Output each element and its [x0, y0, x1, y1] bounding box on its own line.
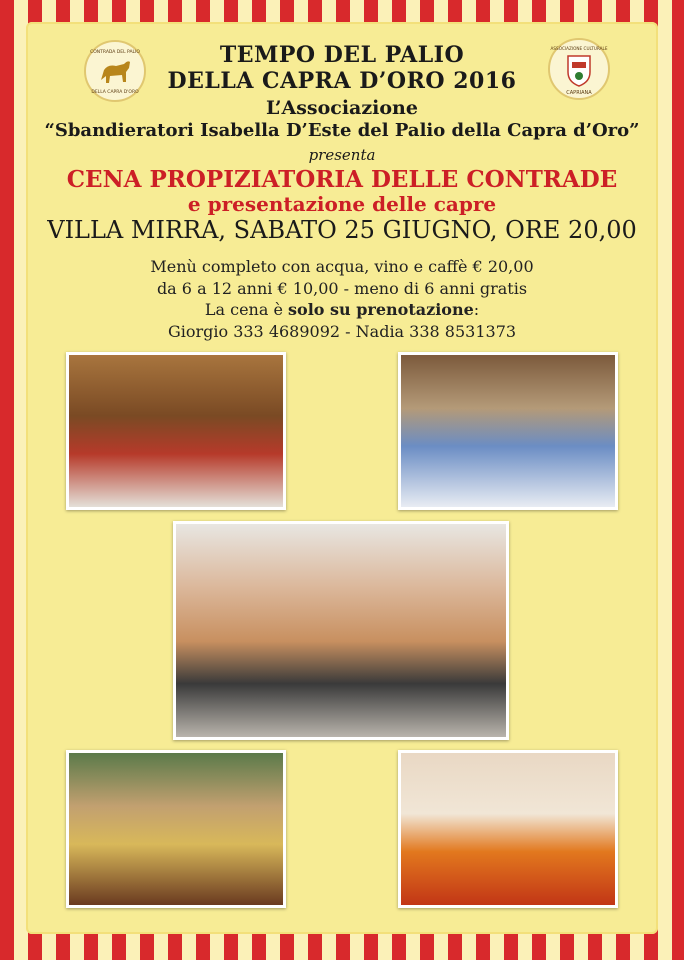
photo-flag-throwers — [173, 521, 509, 740]
photo-crowd-costumes — [66, 750, 286, 908]
logo-right-text-top: ASSOCIAZIONE CULTURALE — [550, 46, 608, 51]
booking-suffix: : — [473, 300, 480, 319]
event-date-place: VILLA MIRRA, SABATO 25 GIUGNO, ORE 20,00 — [47, 216, 637, 244]
photo-jester-child — [398, 750, 618, 908]
photo-costumed-children — [398, 352, 618, 510]
kids-price: da 6 a 12 anni € 10,00 - meno di 6 anni gratis — [156, 279, 528, 298]
logo-left-text-bottom: DELLA CAPRA D'ORO — [91, 90, 139, 95]
logo-right-text-bottom: CAPRIANA — [566, 90, 592, 96]
title-line-1: TEMPO DEL PALIO — [219, 42, 465, 68]
photo-parade-arch — [66, 352, 286, 510]
presents-text: presenta — [308, 146, 376, 164]
booking-bold: solo su prenotazione — [288, 300, 474, 319]
association-label: L’Associazione — [266, 97, 418, 119]
contacts: Giorgio 333 4689092 - Nadia 338 8531373 — [167, 322, 517, 341]
booking-note — [0, 300, 684, 319]
association-name: “Sbandieratori Isabella D’Este del Palio della Capra d’Oro” — [44, 120, 640, 141]
title-line-2: DELLA CAPRA D’ORO 2016 — [167, 68, 517, 94]
logo-left-text-top: CONTRADA DEL PALIO — [90, 50, 140, 55]
booking-prefix: La cena è — [204, 300, 289, 319]
event-subtitle: e presentazione delle capre — [187, 192, 497, 216]
menu-price: Menù completo con acqua, vino e caffè € 20,00 — [150, 257, 534, 276]
event-name: CENA PROPIZIATORIA DELLE CONTRADE — [66, 166, 618, 193]
